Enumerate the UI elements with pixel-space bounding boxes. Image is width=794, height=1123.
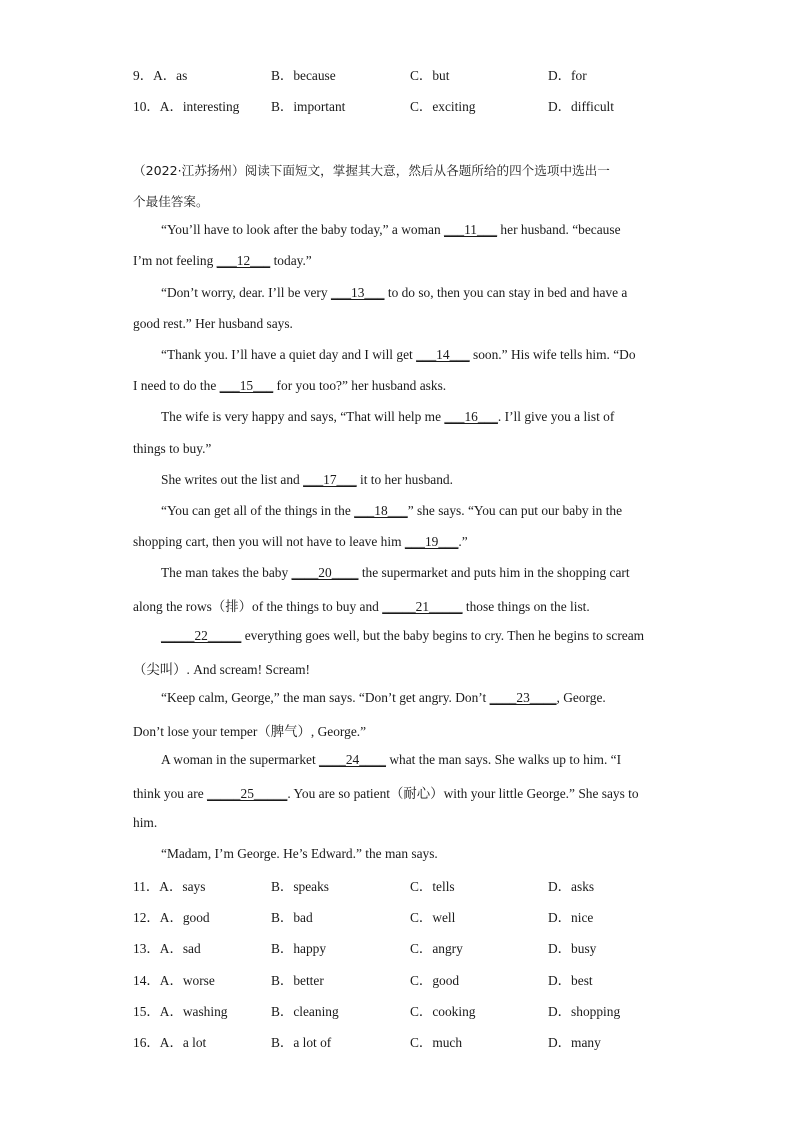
passage-line: him. bbox=[133, 815, 158, 830]
option-b: B．speaks bbox=[271, 879, 330, 894]
option-c: C．well bbox=[410, 910, 456, 925]
passage-line: “Don’t worry, dear. I’ll be very ___13___ to do so, then you can stay in bed and have a bbox=[161, 285, 628, 300]
passage-line: “Thank you. I’ll have a quiet day and I will get ___14___ soon.” His wife tells him. “Do bbox=[161, 347, 636, 362]
question-number: 9． bbox=[133, 68, 154, 83]
passage-line: The man takes the baby ____20____ the supermarket and puts him in the shopping cart bbox=[161, 565, 630, 580]
option-a: 10．A．interesting bbox=[133, 99, 240, 114]
option-b: B．because bbox=[271, 68, 336, 83]
question-row-9 bbox=[0, 66, 794, 86]
answer-blank: _____22_____ bbox=[161, 628, 242, 643]
question-number: 15． bbox=[133, 1004, 160, 1019]
option-d: D．many bbox=[548, 1035, 601, 1050]
option-a: 12．A．good bbox=[133, 910, 210, 925]
passage-line: “You can get all of the things in the ___18___” she says. “You can put our baby in the bbox=[161, 503, 623, 518]
option-b: B．important bbox=[271, 99, 346, 114]
answer-blank: ___13___ bbox=[330, 285, 385, 300]
answer-blank: ____20____ bbox=[291, 565, 359, 580]
answer-blank: ___12___ bbox=[216, 253, 271, 268]
question-number: 16． bbox=[133, 1035, 160, 1050]
option-b: B．a lot of bbox=[271, 1035, 332, 1050]
option-c: C．much bbox=[410, 1035, 463, 1050]
passage-line: Don’t lose your temper（脾气）, George.” bbox=[133, 724, 367, 739]
question-number: 11． bbox=[133, 879, 160, 894]
passage-line: I need to do the ___15___ for you too?” her husband asks. bbox=[133, 378, 447, 393]
passage-line: I’m not feeling ___12___ today.” bbox=[133, 253, 312, 268]
question-row-13 bbox=[0, 939, 794, 959]
passage-line: （尖叫）. And scream! Scream! bbox=[133, 662, 311, 677]
section-instruction-line2: 个最佳答案。 bbox=[133, 194, 209, 209]
question-row-16 bbox=[0, 1033, 794, 1053]
answer-blank: ___17___ bbox=[303, 472, 357, 487]
answer-blank: _____25_____ bbox=[207, 786, 288, 801]
option-c: C．good bbox=[410, 973, 460, 988]
question-number: 13． bbox=[133, 941, 160, 956]
option-d: D．difficult bbox=[548, 99, 614, 114]
option-d: D．nice bbox=[548, 910, 594, 925]
question-row-15 bbox=[0, 1002, 794, 1022]
passage-line: “Keep calm, George,” the man says. “Don’t get angry. Don’t ____23____, George. bbox=[161, 690, 606, 705]
passage-line: “You’ll have to look after the baby today,” a woman ___11___ her husband. “because bbox=[161, 222, 621, 237]
option-d: D．shopping bbox=[548, 1004, 621, 1019]
option-c: C．angry bbox=[410, 941, 463, 956]
question-row-11 bbox=[0, 877, 794, 897]
option-a: 11．A．says bbox=[133, 879, 206, 894]
passage-line: think you are _____25_____. You are so patient（耐心）with your little George.” She says to bbox=[133, 786, 639, 801]
option-a: 15．A．washing bbox=[133, 1004, 228, 1019]
passage-line: shopping cart, then you will not have to leave him ___19___.” bbox=[133, 534, 468, 549]
passage-line: She writes out the list and ___17___ it to her husband. bbox=[161, 472, 453, 487]
passage-line: things to buy.” bbox=[133, 441, 212, 456]
question-number: 14． bbox=[133, 973, 160, 988]
option-c: C．cooking bbox=[410, 1004, 476, 1019]
answer-blank: ___19___ bbox=[404, 534, 459, 549]
option-d: D．busy bbox=[548, 941, 597, 956]
passage-line: good rest.” Her husband says. bbox=[133, 316, 293, 331]
answer-blank: ___11___ bbox=[444, 222, 498, 237]
option-a: 14．A．worse bbox=[133, 973, 215, 988]
option-d: D．for bbox=[548, 68, 587, 83]
question-number: 10． bbox=[133, 99, 160, 114]
passage-line: _____22_____ everything goes well, but the baby begins to cry. Then he begins to scream bbox=[161, 628, 645, 643]
option-a: 9．A．as bbox=[133, 68, 188, 83]
question-row-10 bbox=[0, 97, 794, 117]
option-c: C．exciting bbox=[410, 99, 476, 114]
option-c: C．but bbox=[410, 68, 450, 83]
passage-line: along the rows（排）of the things to buy and _____21_____ those things on the list. bbox=[133, 599, 590, 614]
section-instruction-line1: （2022·江苏扬州）阅读下面短文，掌握其大意，然后从各题所给的四个选项中选出一 bbox=[133, 163, 610, 178]
answer-blank: ___16___ bbox=[444, 409, 498, 424]
passage-line: The wife is very happy and says, “That will help me ___16___. I’ll give you a list of bbox=[161, 409, 615, 424]
question-row-14 bbox=[0, 971, 794, 991]
passage-line: A woman in the supermarket ____24____ what the man says. She walks up to him. “I bbox=[161, 752, 622, 767]
option-d: D．best bbox=[548, 973, 593, 988]
answer-blank: ___18___ bbox=[354, 503, 408, 518]
option-c: C．tells bbox=[410, 879, 455, 894]
option-a: 13．A．sad bbox=[133, 941, 201, 956]
answer-blank: ____23____ bbox=[489, 690, 557, 705]
answer-blank: ____24____ bbox=[319, 752, 386, 767]
answer-blank: _____21_____ bbox=[382, 599, 463, 614]
answer-blank: ___15___ bbox=[219, 378, 274, 393]
answer-blank: ___14___ bbox=[416, 347, 470, 362]
passage-line: “Madam, I’m George. He’s Edward.” the man says. bbox=[161, 846, 438, 861]
option-a: 16．A．a lot bbox=[133, 1035, 207, 1050]
option-b: B．cleaning bbox=[271, 1004, 339, 1019]
question-number: 12． bbox=[133, 910, 160, 925]
question-row-12 bbox=[0, 908, 794, 928]
option-b: B．happy bbox=[271, 941, 327, 956]
option-b: B．better bbox=[271, 973, 324, 988]
option-b: B．bad bbox=[271, 910, 313, 925]
option-d: D．asks bbox=[548, 879, 595, 894]
